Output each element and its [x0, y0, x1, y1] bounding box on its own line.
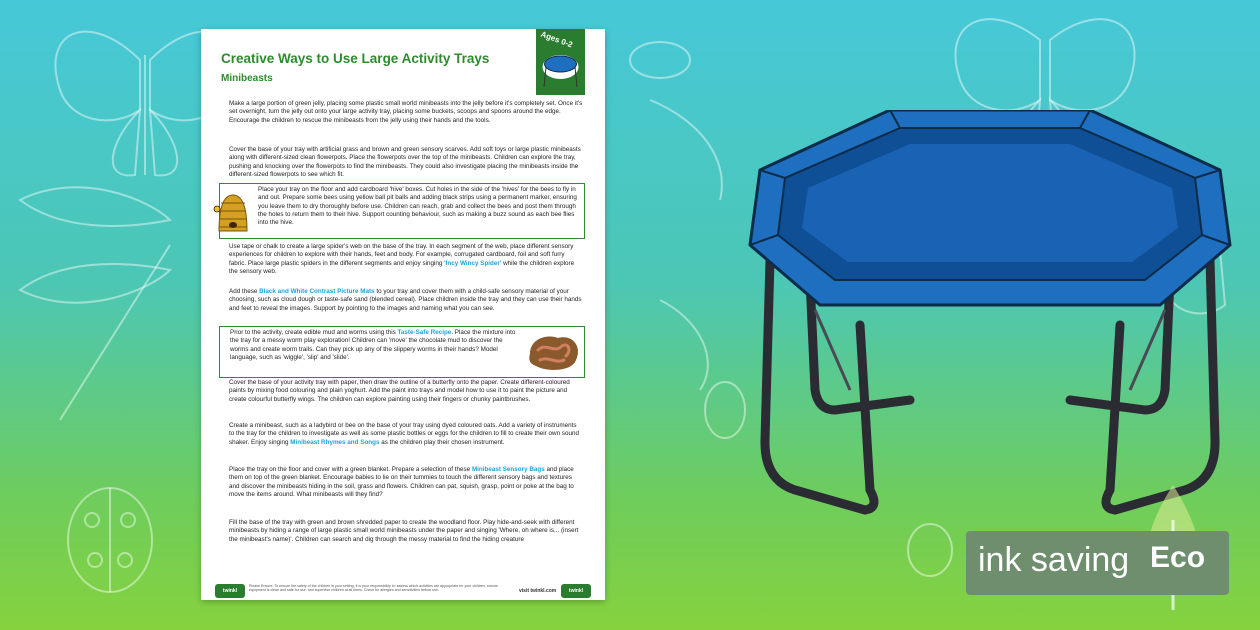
- eco-badge-label: Eco: [1150, 541, 1206, 574]
- worksheet-title: Creative Ways to Use Large Activity Trays: [221, 51, 490, 66]
- link-contrast-picture-mats[interactable]: Black and White Contrast Picture Mats: [259, 288, 375, 295]
- activity-sensory-bags: Place the tray on the floor and cover with a green blanket. Prepare a selection of these Minibeast Sensory Bags and place them on top of the green blanket. Encourage babies to lie on their tummies to touch the different sensory bags and textures and discover the minibeasts hiding in the soil, grass and flowers. Children can pat, squish, grasp, point or poke at the bag to move the items around. What minibeasts will they find?: [229, 466, 574, 498]
- footer-url[interactable]: visit twinkl.com: [519, 588, 557, 594]
- link-taste-safe-recipe[interactable]: Taste-Safe Recipe: [397, 329, 452, 336]
- age-badge-label: Ages 0-2: [539, 29, 574, 50]
- worksheet-footer: [201, 582, 605, 600]
- activity-spider-web: Use tape or chalk to create a large spider's web on the base of the tray. In each segment of the web, place different sensory experiences for children to explore with their hands, feet and body. For example, corrugated cardboard, foil and soft furry fabric. Place large plastic spiders in the different segments and enjoy singing 'Incy Wincy Spider' while the children explore the sensory web.: [229, 243, 575, 275]
- activity-flowerpots: Cover the base of your tray with artificial grass and brown and green sensory scarves. Add soft toys or large plastic minibeasts along with different-sized clean flowerpots. Place the flowerpots over the top of the minibeasts. Children can explore the tray, pushing and knocking over the flowerpots to find the minibeasts. They could also investigate placing the minibeasts inside the different-sized flowerpots to see which fit.: [229, 146, 581, 178]
- worksheet-subtitle: Minibeasts: [221, 73, 273, 84]
- link-minibeast-sensory-bags[interactable]: Minibeast Sensory Bags: [471, 466, 545, 473]
- eco-badge-text: ink saving: [978, 541, 1130, 579]
- activity-mud-worms-box: Prior to the activity, create edible mud and worms using this Taste-Safe Recipe. Place the mixture into the tray for a messy worm play exploration! Children can 'move' the chocolate mud to discover the worms and create worm trails. Can they pick up any of the slippery worms in their hands? Model language, such as 'wiggle', 'slip' and 'slide'.: [219, 326, 585, 378]
- footer-disclaimer: Please Ensure: To ensure the safety of the children in your setting, it is your responsibility to: assess which activities are appropriate for your children, ensure equipment is clean and safe for use, and supervise children at all times. Check for allergies and sensitivities before use.: [249, 584, 499, 593]
- ink-saving-eco-badge: [966, 531, 1229, 595]
- activity-beehive: Place your tray on the floor and add cardboard 'hive' boxes. Cut holes in the side of the 'hives' for the bees to fly in and out. Prepare some bees using yellow ball pit balls and adding black strips using a permanent marker, ensuring you leave them to dry thoroughly before use. Children can reach, grab and collect the bees and post them through the holes to return them to their hive. Support counting behaviour, such as making a buzz sound as each bee flies into the hive.: [258, 186, 577, 227]
- twinkl-logo-right: twinkl: [561, 584, 591, 598]
- twinkl-logo-left: twinkl: [215, 584, 245, 598]
- activity-hide-and-seek: Fill the base of the tray with green and brown shredded paper to create the woodland floor. Play hide-and-seek with different minibeasts by hiding a range of large plastic small world minibeasts under the paper and singing 'Where, oh where is... (insert the minibeast's name)'. Children can search and dig through the messy material to find the hiding creature: [229, 519, 579, 543]
- link-minibeast-rhymes[interactable]: Minibeast Rhymes and Songs: [290, 438, 380, 446]
- activity-beehive-box: [219, 183, 585, 239]
- mud-worms-icon: [526, 330, 584, 374]
- activity-jelly: Make a large portion of green jelly, placing some plastic small world minibeasts into the jelly before it's completely set. Once it's set overnight, turn the jelly out onto your large activity tray, placing some buckets, scoops and spoons around the edge. Encourage the children to rescue the minibeasts from the jelly using their hands and the tools.: [229, 100, 583, 124]
- age-badge: [536, 29, 585, 95]
- link-incy-wincy-spider[interactable]: 'Incy Wincy Spider': [444, 259, 502, 267]
- beehive-icon: [213, 189, 253, 237]
- activity-sound-shakers: Create a minibeast, such as a ladybird or bee on the base of your tray using dyed coloured oats. Add a variety of instruments to the tray for the children to investigate as well as some plastic bottles or eggs for the children to fill to create their own sound shaker. Enjoy singing Minibeast Rhymes and Songs as the children play their chosen instrument.: [229, 422, 580, 446]
- worksheet-page: [201, 29, 605, 600]
- activity-tray-illustration: [740, 110, 1240, 520]
- activity-picture-mats: Add these Black and White Contrast Picture Mats to your tray and cover them with a child-safe sensory material of your choosing, such as cloud dough or taste-safe sand (blended cereal). Place children inside the tray and they can use their hands and feet to reveal the images. Support by pointing to the images and naming what you can see.: [229, 288, 582, 312]
- activity-butterfly-painting: Cover the base of your activity tray with paper, then draw the outline of a butterfly onto the paper. Create different-coloured paints by mixing food colouring and plain yoghurt. Add the paint into trays and model how to use it to paint the picture and create colourful butterfly wings. The children can explore painting using their fingers or chunky paintbrushes.: [229, 379, 570, 403]
- tray-icon: [540, 53, 581, 89]
